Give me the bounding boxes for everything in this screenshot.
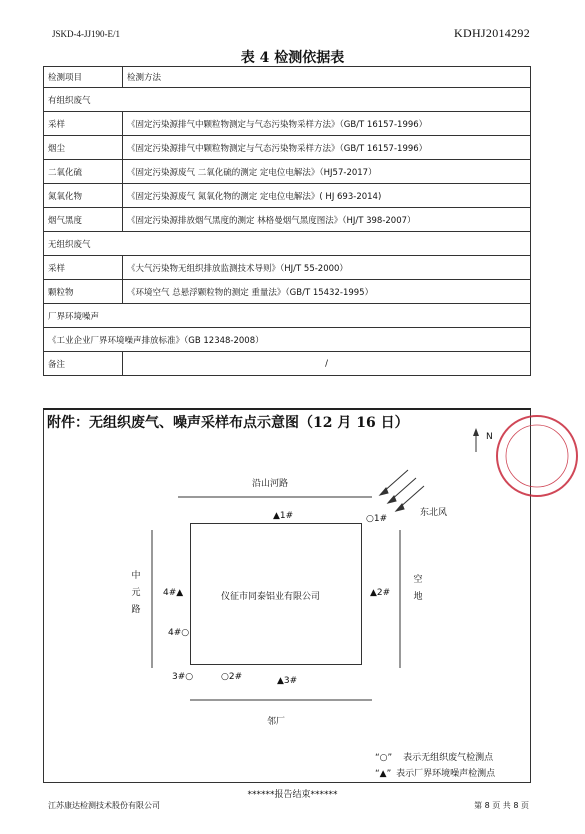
road-name-left: 中 元 路	[131, 571, 141, 615]
section-label: 厂界环境噪声	[44, 304, 531, 328]
noise-point-3: ▲3#	[277, 676, 298, 686]
legend-gas-text: 表示无组织废气检测点	[403, 753, 494, 763]
method-cell: 《环境空气 总悬浮颗粒物的测定 重量法》（GB/T 15432-1995）	[123, 280, 531, 304]
section-label: 有组织废气	[44, 88, 531, 112]
seal-stamp	[497, 416, 577, 496]
legend-noise	[375, 766, 495, 779]
method-cell: 《固定污染源排气中颗粒物测定与气态污染物采样方法》（GB/T 16157-1996）	[123, 136, 531, 160]
table-title: 表 4 检测依据表	[240, 50, 345, 66]
north-arrowhead-icon	[473, 428, 479, 436]
report-number: KDHJ2014292	[454, 26, 530, 40]
plant-name: 仪征市同泰铝业有限公司	[221, 592, 321, 602]
noise-point-4: 4#▲	[163, 588, 184, 598]
attachment-title: 附件：无组织废气、噪声采样布点示意图（12 月 16 日）	[47, 415, 409, 431]
gas-point-4: 4#○	[168, 628, 190, 638]
company-name: 江苏康达检测技术股份有限公司	[48, 801, 160, 810]
wind-direction-label: 东北风	[420, 508, 448, 518]
item-cell: 采样	[44, 112, 123, 136]
noise-point-1: ▲1#	[273, 511, 294, 521]
page-number: 第 8 页 共 8 页	[474, 801, 529, 810]
col-header-method: 检测方法	[123, 67, 531, 88]
method-cell: 《固定污染源排气中颗粒物测定与气态污染物采样方法》（GB/T 16157-1996）	[123, 112, 531, 136]
wind-arrows-icon	[380, 470, 424, 511]
report-end-marker: ******报告结束******	[247, 790, 338, 800]
road-name-top: 沿山河路	[252, 479, 289, 489]
section-label: 无组织废气	[44, 232, 531, 256]
gas-point-3: 3#○	[172, 672, 194, 682]
gas-point-2: ○2#	[221, 672, 243, 682]
item-cell: 烟气黑度	[44, 208, 123, 232]
method-cell: 《大气污染物无组织排放监测技术导则》（HJ/T 55-2000）	[123, 256, 531, 280]
empty-land-label: 空 地	[413, 575, 423, 602]
item-cell: 二氧化硫	[44, 160, 123, 184]
noise-point-2: ▲2#	[370, 588, 391, 598]
legend-gas	[375, 750, 493, 763]
method-cell: 《固定污染源排放烟气黑度的测定 林格曼烟气黑度图法》（HJ/T 398-2007）	[123, 208, 531, 232]
gas-point-1: ○1#	[366, 514, 388, 524]
item-cell: 备注	[44, 352, 123, 376]
method-cell: 《固定污染源废气 二氧化硫的测定 定电位电解法》（HJ57-2017）	[123, 160, 531, 184]
item-cell: 颗粒物	[44, 280, 123, 304]
method-cell: 《工业企业厂界环境噪声排放标准》（GB 12348-2008）	[44, 328, 531, 352]
legend-noise-text: 表示厂界环境噪声检测点	[396, 769, 496, 779]
legend-noise-symbol: “▲”	[375, 769, 392, 779]
item-cell: 烟尘	[44, 136, 123, 160]
method-cell: /	[123, 352, 531, 376]
north-label: N	[486, 432, 493, 442]
form-code: JSKD-4-JJ190-E/1	[52, 29, 121, 39]
neighbor-plant-label: 邻厂	[267, 717, 286, 727]
item-cell: 采样	[44, 256, 123, 280]
col-header-item: 检测项目	[44, 67, 123, 88]
method-cell: 《固定污染源废气 氮氧化物的测定 定电位电解法》( HJ 693-2014)	[123, 184, 531, 208]
item-cell: 氮氧化物	[44, 184, 123, 208]
legend-gas-symbol: “○”	[375, 753, 393, 763]
